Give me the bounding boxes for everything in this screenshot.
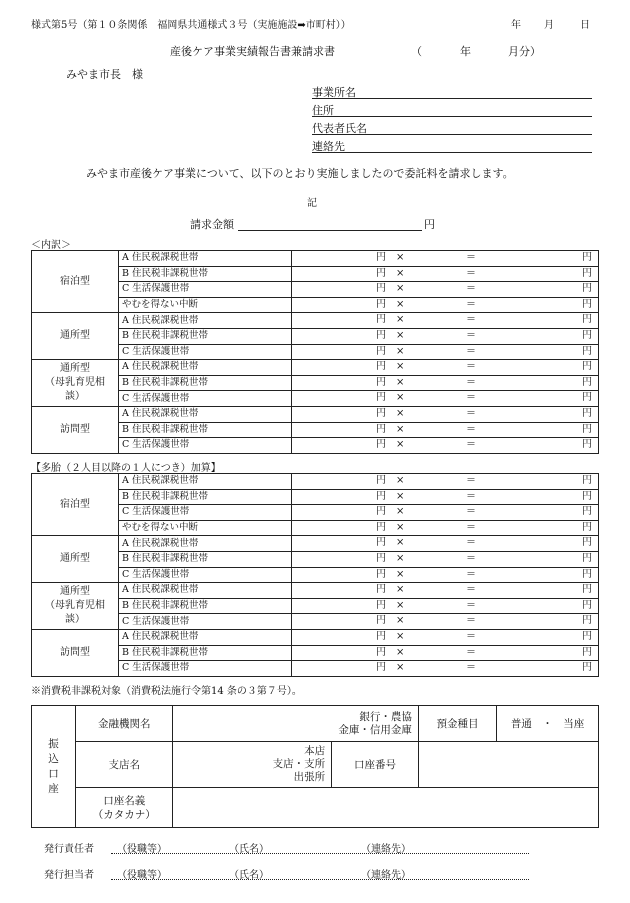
address-label: 住所 — [312, 104, 334, 117]
household-category: A 住民税課税世帯 — [119, 313, 292, 329]
household-category: B 住民税非課税世帯 — [119, 551, 292, 567]
subtotal-yen: 円 — [582, 345, 592, 357]
household-category: C 生活保護世帯 — [119, 391, 292, 407]
address-field[interactable] — [312, 102, 592, 117]
table-row — [32, 629, 599, 645]
equals-sign: ＝ — [466, 490, 476, 502]
representative-label: 代表者氏名 — [312, 122, 367, 135]
unit-price-yen: 円 — [376, 599, 386, 611]
unit-price-yen: 円 — [376, 345, 386, 357]
amount-calc-field[interactable] — [292, 344, 599, 360]
subtotal-yen: 円 — [582, 361, 592, 373]
page-title: 産後ケア事業実績報告書兼請求書 — [170, 45, 335, 58]
subtotal-yen: 円 — [582, 599, 592, 611]
amount-calc-field[interactable] — [292, 629, 599, 645]
breakdown-table — [31, 250, 599, 454]
table-row — [32, 313, 599, 329]
unit-price-yen: 円 — [376, 521, 386, 533]
times-sign: × — [396, 646, 405, 658]
contact-field[interactable] — [312, 138, 592, 153]
equals-sign: ＝ — [466, 552, 476, 564]
amount-calc-field[interactable] — [292, 328, 599, 344]
household-category: C 生活保護世帯 — [119, 282, 292, 298]
branch-label: 支店名 — [75, 742, 173, 788]
equals-sign: ＝ — [466, 298, 476, 310]
equals-sign: ＝ — [466, 392, 476, 404]
equals-sign: ＝ — [466, 568, 476, 580]
household-category: A 住民税課税世帯 — [119, 536, 292, 552]
unit-price-yen: 円 — [376, 283, 386, 295]
subtotal-yen: 円 — [582, 662, 592, 674]
household-category: C 生活保護世帯 — [119, 661, 292, 677]
issuer-title: （役職等） — [117, 844, 167, 855]
ki-mark: 記 — [307, 198, 317, 209]
equals-sign: ＝ — [466, 361, 476, 373]
times-sign: × — [396, 506, 405, 518]
equals-sign: ＝ — [466, 506, 476, 518]
household-category: C 生活保護世帯 — [119, 567, 292, 583]
amount-calc-field[interactable] — [292, 489, 599, 505]
unit-price-yen: 円 — [376, 506, 386, 518]
amount-calc-field[interactable] — [292, 391, 599, 407]
equals-sign: ＝ — [466, 599, 476, 611]
amount-calc-field[interactable] — [292, 520, 599, 536]
times-sign: × — [396, 283, 405, 295]
amount-calc-field[interactable] — [292, 614, 599, 630]
equals-sign: ＝ — [466, 662, 476, 674]
unit-price-yen: 円 — [376, 252, 386, 263]
service-type: 通所型 （母乳育児相 談） — [32, 583, 119, 630]
household-category: B 住民税非課税世帯 — [119, 645, 292, 661]
times-sign: × — [396, 599, 405, 611]
amount-calc-field[interactable] — [292, 297, 599, 313]
bank-account-table — [31, 705, 599, 828]
subtotal-yen: 円 — [582, 521, 592, 533]
subtotal-yen: 円 — [582, 506, 592, 518]
table-row — [32, 536, 599, 552]
title-paren: （ — [411, 45, 422, 58]
claim-amount-field[interactable] — [238, 217, 422, 231]
household-category: A 住民税課税世帯 — [119, 583, 292, 599]
amount-calc-field[interactable] — [292, 583, 599, 599]
subtotal-yen: 円 — [582, 392, 592, 404]
equals-sign: ＝ — [466, 630, 476, 642]
equals-sign: ＝ — [466, 314, 476, 326]
amount-calc-field[interactable] — [292, 313, 599, 329]
subtotal-yen: 円 — [582, 615, 592, 627]
times-sign: × — [396, 490, 405, 502]
household-category: やむを得ない中断 — [119, 297, 292, 313]
equals-sign: ＝ — [466, 345, 476, 357]
staff-label: 発行担当者 — [44, 870, 94, 881]
amount-calc-field[interactable] — [292, 266, 599, 282]
times-sign: × — [396, 361, 405, 373]
service-type: 宿泊型 — [32, 251, 119, 313]
household-category: B 住民税非課税世帯 — [119, 266, 292, 282]
times-sign: × — [396, 345, 405, 357]
title-year: 年 — [460, 45, 471, 58]
statement: みやま市産後ケア事業について、以下のとおり実施しましたので委託料を請求します。 — [86, 167, 514, 180]
addressee: みやま市長 様 — [66, 68, 143, 81]
amount-calc-field[interactable] — [292, 551, 599, 567]
amount-calc-field[interactable] — [292, 438, 599, 454]
household-category: A 住民税課税世帯 — [119, 474, 292, 490]
unit-price-yen: 円 — [376, 646, 386, 658]
subtotal-yen: 円 — [582, 584, 592, 596]
header-year: 年 — [511, 20, 521, 31]
subtotal-yen: 円 — [582, 630, 592, 642]
amount-calc-field[interactable] — [292, 474, 599, 490]
equals-sign: ＝ — [466, 407, 476, 419]
unit-price-yen: 円 — [376, 361, 386, 373]
table-row — [32, 251, 599, 267]
amount-calc-field[interactable] — [292, 661, 599, 677]
equals-sign: ＝ — [466, 584, 476, 596]
unit-price-yen: 円 — [376, 407, 386, 419]
subtotal-yen: 円 — [582, 568, 592, 580]
subtotal-yen: 円 — [582, 552, 592, 564]
holder-label: 口座名義 （カタカナ） — [75, 788, 173, 828]
institution-field[interactable] — [173, 706, 418, 742]
subtotal-yen: 円 — [582, 439, 592, 451]
staff-name: （氏名） — [229, 870, 269, 881]
amount-calc-field[interactable] — [292, 282, 599, 298]
service-type: 通所型 — [32, 313, 119, 360]
household-category: A 住民税課税世帯 — [119, 406, 292, 422]
unit-price-yen: 円 — [376, 537, 386, 549]
service-type: 宿泊型 — [32, 474, 119, 536]
equals-sign: ＝ — [466, 252, 476, 263]
equals-sign: ＝ — [466, 283, 476, 295]
unit-price-yen: 円 — [376, 423, 386, 435]
issuer-name: （氏名） — [229, 844, 269, 855]
equals-sign: ＝ — [466, 475, 476, 486]
issuer-line[interactable] — [111, 840, 529, 854]
unit-price-yen: 円 — [376, 630, 386, 642]
service-type: 訪問型 — [32, 629, 119, 676]
household-category: やむを得ない中断 — [119, 520, 292, 536]
amount-calc-field[interactable] — [292, 422, 599, 438]
subtotal-yen: 円 — [582, 646, 592, 658]
issuer-contact: （連絡先） — [361, 844, 411, 855]
times-sign: × — [396, 475, 405, 486]
account-no-field[interactable] — [418, 742, 598, 788]
times-sign: × — [396, 298, 405, 310]
multi-birth-heading: 【多胎（２人目以降の１人につき）加算】 — [31, 463, 221, 474]
times-sign: × — [396, 314, 405, 326]
times-sign: × — [396, 329, 405, 341]
times-sign: × — [396, 584, 405, 596]
times-sign: × — [396, 521, 405, 533]
branch-types: 本店 支店・支所 出張所 — [272, 745, 326, 783]
equals-sign: ＝ — [466, 537, 476, 549]
table-row — [32, 583, 599, 599]
staff-contact: （連絡先） — [361, 870, 411, 881]
household-category: C 生活保護世帯 — [119, 505, 292, 521]
header-month: 月 — [544, 20, 554, 31]
table-row — [32, 406, 599, 422]
bank-types: 銀行・農協 金庫・信用金庫 — [338, 710, 412, 736]
unit-price-yen: 円 — [376, 584, 386, 596]
household-category: B 住民税非課税世帯 — [119, 489, 292, 505]
times-sign: × — [396, 252, 405, 263]
times-sign: × — [396, 630, 405, 642]
times-sign: × — [396, 615, 405, 627]
table-row — [32, 360, 599, 376]
equals-sign: ＝ — [466, 646, 476, 658]
amount-calc-field[interactable] — [292, 360, 599, 376]
account-no-label: 口座番号 — [332, 742, 419, 788]
unit-price-yen: 円 — [376, 376, 386, 388]
subtotal-yen: 円 — [582, 537, 592, 549]
times-sign: × — [396, 267, 405, 279]
title-month: 月分） — [508, 45, 541, 58]
times-sign: × — [396, 376, 405, 388]
equals-sign: ＝ — [466, 439, 476, 451]
household-category: A 住民税課税世帯 — [119, 629, 292, 645]
unit-price-yen: 円 — [376, 314, 386, 326]
times-sign: × — [396, 423, 405, 435]
issuer-label: 発行責任者 — [44, 844, 94, 855]
deposit-type-label: 預金種目 — [418, 706, 496, 742]
household-category: B 住民税非課税世帯 — [119, 598, 292, 614]
unit-price-yen: 円 — [376, 568, 386, 580]
subtotal-yen: 円 — [582, 407, 592, 419]
unit-price-yen: 円 — [376, 662, 386, 674]
equals-sign: ＝ — [466, 423, 476, 435]
subtotal-yen: 円 — [582, 267, 592, 279]
bank-side-label: 振 込 口 座 — [32, 706, 76, 828]
header-day: 日 — [580, 20, 590, 31]
table-row — [32, 474, 599, 490]
breakdown-heading: ＜内訳＞ — [31, 240, 71, 251]
service-type: 訪問型 — [32, 406, 119, 453]
times-sign: × — [396, 662, 405, 674]
unit-price-yen: 円 — [376, 475, 386, 486]
equals-sign: ＝ — [466, 521, 476, 533]
office-name-label: 事業所名 — [312, 86, 356, 99]
amount-calc-field[interactable] — [292, 598, 599, 614]
unit-price-yen: 円 — [376, 329, 386, 341]
staff-title: （役職等） — [117, 870, 167, 881]
times-sign: × — [396, 439, 405, 451]
subtotal-yen: 円 — [582, 423, 592, 435]
claim-unit: 円 — [424, 218, 435, 231]
unit-price-yen: 円 — [376, 392, 386, 404]
institution-label: 金融機関名 — [75, 706, 173, 742]
unit-price-yen: 円 — [376, 615, 386, 627]
times-sign: × — [396, 552, 405, 564]
unit-price-yen: 円 — [376, 298, 386, 310]
household-category: C 生活保護世帯 — [119, 614, 292, 630]
staff-line[interactable] — [111, 866, 529, 880]
tax-note: ※消費税非課税対象（消費税法施行令第14 条の３第７号）。 — [31, 686, 302, 697]
amount-calc-field[interactable] — [292, 375, 599, 391]
household-category: B 住民税非課税世帯 — [119, 375, 292, 391]
subtotal-yen: 円 — [582, 252, 592, 263]
amount-calc-field[interactable] — [292, 505, 599, 521]
unit-price-yen: 円 — [376, 490, 386, 502]
subtotal-yen: 円 — [582, 475, 592, 486]
equals-sign: ＝ — [466, 615, 476, 627]
unit-price-yen: 円 — [376, 552, 386, 564]
office-name-field[interactable] — [312, 84, 592, 99]
multi-birth-table — [31, 473, 599, 677]
subtotal-yen: 円 — [582, 283, 592, 295]
household-category: C 生活保護世帯 — [119, 344, 292, 360]
service-type: 通所型 （母乳育児相 談） — [32, 360, 119, 407]
unit-price-yen: 円 — [376, 439, 386, 451]
subtotal-yen: 円 — [582, 376, 592, 388]
amount-calc-field[interactable] — [292, 536, 599, 552]
unit-price-yen: 円 — [376, 267, 386, 279]
equals-sign: ＝ — [466, 376, 476, 388]
subtotal-yen: 円 — [582, 329, 592, 341]
times-sign: × — [396, 537, 405, 549]
claim-label: 請求金額 — [190, 218, 234, 231]
household-category: C 生活保護世帯 — [119, 438, 292, 454]
equals-sign: ＝ — [466, 329, 476, 341]
subtotal-yen: 円 — [582, 314, 592, 326]
subtotal-yen: 円 — [582, 490, 592, 502]
amount-calc-field[interactable] — [292, 251, 599, 267]
amount-calc-field[interactable] — [292, 645, 599, 661]
amount-calc-field[interactable] — [292, 567, 599, 583]
household-category: A 住民税課税世帯 — [119, 360, 292, 376]
form-number: 様式第5号（第１０条関係 福岡県共通様式３号（実施施設➡市町村）） — [31, 20, 351, 31]
equals-sign: ＝ — [466, 267, 476, 279]
household-category: B 住民税非課税世帯 — [119, 422, 292, 438]
household-category: B 住民税非課税世帯 — [119, 328, 292, 344]
representative-field[interactable] — [312, 120, 592, 135]
contact-label: 連絡先 — [312, 140, 345, 153]
service-type: 通所型 — [32, 536, 119, 583]
branch-field[interactable] — [173, 742, 332, 788]
amount-calc-field[interactable] — [292, 406, 599, 422]
household-category: A 住民税課税世帯 — [119, 251, 292, 267]
times-sign: × — [396, 568, 405, 580]
deposit-options[interactable]: 普通 ・ 当座 — [497, 706, 599, 742]
times-sign: × — [396, 392, 405, 404]
times-sign: × — [396, 407, 405, 419]
holder-field[interactable] — [173, 788, 599, 828]
subtotal-yen: 円 — [582, 298, 592, 310]
